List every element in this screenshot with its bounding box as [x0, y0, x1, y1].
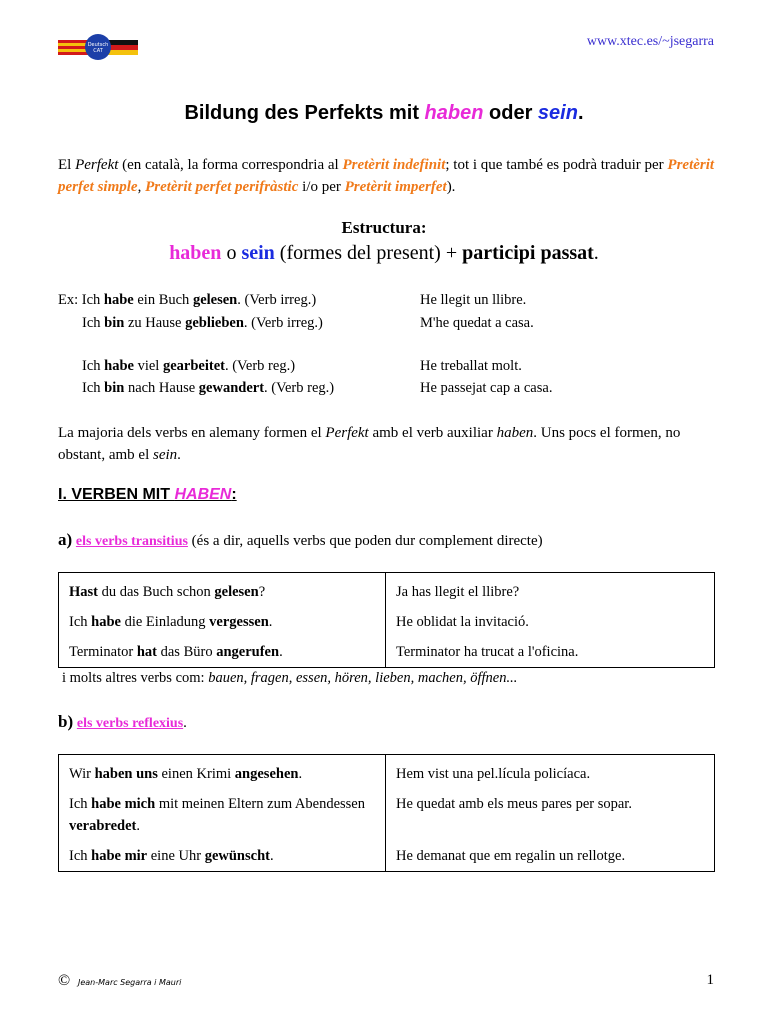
- intro-paragraph: [58, 154, 718, 198]
- intro-text: i/o per: [298, 179, 345, 195]
- subsection-text: (és a dir, aquells verbs que poden dur complement directe): [187, 533, 543, 549]
- title-part3: .: [577, 102, 584, 124]
- transitive-verbs-link[interactable]: els verbs transitius: [75, 534, 188, 549]
- example-ca: He llegit un llibre.: [420, 292, 527, 308]
- german-sentence: Hast du das Buch schon gelesen?: [59, 573, 386, 608]
- intro-tense: Pretèrit perfet perifràstic: [145, 179, 299, 195]
- example-ca: He passejat cap a casa.: [420, 380, 553, 396]
- example-ca: M'he quedat a casa.: [420, 315, 534, 331]
- page-title: [0, 102, 768, 125]
- german-sentence: Ich habe die Einladung vergessen.: [59, 607, 386, 637]
- page-number: 1: [706, 972, 714, 988]
- intro-text: ; tot i que també es podrà traduir per: [445, 157, 668, 173]
- intro-tense: Pretèrit imperfet: [344, 179, 447, 195]
- formula-text: o: [221, 242, 242, 264]
- copyright-symbol: ©: [58, 972, 71, 989]
- example-de: Ich bin zu Hause geblieben. (Verb irreg.): [82, 315, 323, 331]
- table-row: [59, 841, 715, 872]
- intro-tense: Pretèrit perfet simple: [58, 157, 715, 195]
- reflexive-verbs-link[interactable]: els verbs reflexius: [76, 716, 184, 731]
- catalan-translation: Terminator ha trucat a l'oficina.: [386, 637, 715, 668]
- catalan-translation: He demanat que em regalin un rellotge.: [386, 841, 715, 872]
- formula-sein: sein: [241, 242, 275, 264]
- table-row: [59, 755, 715, 790]
- section-heading-haben: I. VERBEN MIT HABEN:: [58, 486, 237, 503]
- intro-text: (en català, la forma correspondria al: [118, 157, 343, 173]
- example-ca: He treballat molt.: [420, 358, 522, 374]
- svg-text:CAT: CAT: [93, 48, 103, 54]
- example-de: Ex: Ich habe ein Buch gelesen. (Verb irreg.): [58, 292, 317, 308]
- formula-haben: haben: [169, 242, 222, 264]
- catalan-translation: Ja has llegit el llibre?: [386, 573, 715, 608]
- subsection-a: [58, 530, 543, 550]
- estructura-formula: [0, 242, 768, 265]
- title-part1: Bildung des Perfekts mit: [184, 102, 425, 124]
- estructura-heading: Estructura:: [341, 218, 427, 237]
- subsection-letter: b): [58, 712, 74, 731]
- german-sentence: Terminator hat das Büro angerufen.: [59, 637, 386, 668]
- intro-text: ).: [446, 179, 456, 195]
- catalan-translation: Hem vist una pel.lícula policíaca.: [386, 755, 715, 790]
- german-sentence: Wir haben uns einen Krimi angesehen.: [59, 755, 386, 790]
- more-verbs: i molts altres verbs com: bauen, fragen, essen, hören, lieben, machen, öffnen...: [62, 670, 518, 686]
- title-sein: sein: [537, 102, 578, 124]
- subsection-text: .: [183, 715, 187, 731]
- catalan-translation: He oblidat la invitació.: [386, 607, 715, 637]
- example-de: Ich bin nach Hause gewandert. (Verb reg.): [82, 380, 335, 396]
- table-row: [59, 789, 715, 841]
- title-haben: haben: [424, 102, 484, 124]
- majoria-paragraph: La majoria dels verbs en alemany formen el Perfekt amb el verb auxiliar haben. Uns pocs el formen, no obstant, amb el sein.: [58, 425, 681, 463]
- intro-text: El: [58, 157, 76, 173]
- subsection-letter: a): [58, 530, 73, 549]
- table-row: [59, 637, 715, 668]
- formula-participle: participi passat: [462, 242, 594, 264]
- author-name: Jean-Marc Segarra i Mauri: [78, 978, 182, 987]
- catalan-translation: He quedat amb els meus pares per sopar.: [386, 789, 715, 841]
- table-row: [59, 607, 715, 637]
- formula-text: (formes del present) +: [274, 242, 463, 264]
- german-sentence: Ich habe mich mit meinen Eltern zum Abendessen verabredet.: [59, 789, 386, 841]
- svg-text:Deutsch: Deutsch: [87, 42, 109, 48]
- website-url[interactable]: www.xtec.es/~jsegarra: [586, 34, 714, 49]
- german-sentence: Ich habe mir eine Uhr gewünscht.: [59, 841, 386, 872]
- formula-text: .: [593, 242, 599, 264]
- example-de: Ich habe viel gearbeitet. (Verb reg.): [82, 358, 296, 374]
- transitive-table: [58, 572, 715, 668]
- reflexive-table: [58, 754, 715, 872]
- intro-tense: Pretèrit indefinit: [342, 157, 446, 173]
- table-row: [59, 573, 715, 608]
- intro-perfekt: Perfekt: [75, 157, 119, 173]
- intro-text: ,: [137, 179, 146, 195]
- deutsch-cat-logo: [58, 30, 138, 66]
- title-part2: oder: [483, 102, 538, 124]
- subsection-b: [58, 712, 187, 732]
